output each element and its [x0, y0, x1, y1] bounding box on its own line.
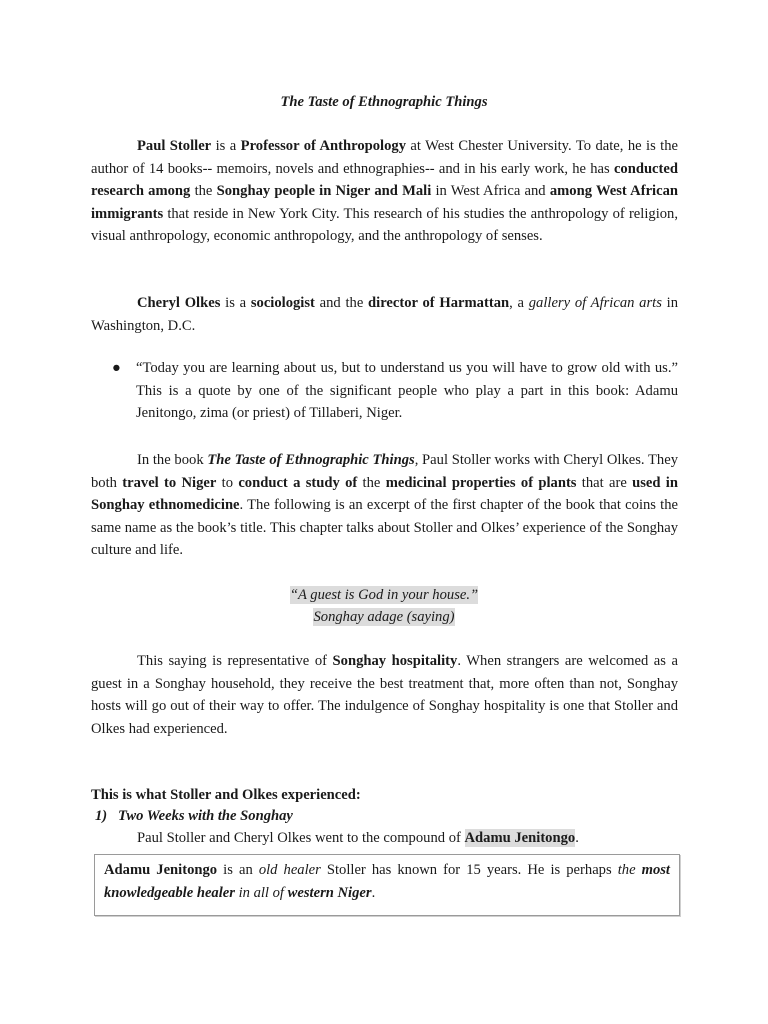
adage-quote: [0, 584, 768, 607]
text-italic: gallery of African arts: [528, 295, 662, 311]
document-title: The Taste of Ethnographic Things: [280, 94, 488, 110]
text-bold: Paul Stoller: [137, 138, 212, 154]
text: is a: [211, 138, 241, 154]
paragraph-olkes-bio: [91, 292, 678, 337]
text-bold: travel to Niger: [122, 474, 217, 491]
text: at West Chester University. To date, he is the author of 14 books-- memoirs, novels and ethnographies-- and in his early work, he has: [91, 138, 679, 177]
text: This saying is representative of: [137, 653, 333, 669]
text-bold: Cheryl Olkes: [137, 295, 221, 311]
compound-visit-line: [137, 827, 579, 850]
text: and the: [314, 295, 369, 311]
text-bold-italic: western Niger: [287, 884, 372, 901]
text-italic: the: [617, 862, 642, 878]
callout-text: [104, 859, 670, 904]
text: that are: [576, 474, 633, 491]
text: . When strangers are welcomed as a guest in a Songhay household, they receive the best treatment that, more often than not, Songhay hosts will go out of their way to offer. The indulgence of Songhay hospitality is one that Stoller and Olkes had experienced.: [91, 653, 678, 737]
text-italic: in all of: [234, 884, 288, 901]
text: is an: [217, 862, 259, 878]
text: .: [371, 884, 376, 901]
text: In the book: [137, 452, 208, 468]
text: Paul Stoller and Cheryl Olkes went to the compound of: [137, 830, 465, 846]
text: is a: [220, 295, 251, 311]
text-bold: director of Harmattan: [368, 295, 510, 311]
paragraph-stoller-bio: [91, 135, 678, 248]
text: , a: [509, 295, 529, 311]
text: in Washington, D.C.: [91, 295, 678, 334]
text-bold: conducted research among: [91, 160, 678, 199]
paragraph-hospitality: [91, 650, 678, 740]
text-bold: sociologist: [250, 295, 315, 311]
bullet-dot-icon: ●: [112, 360, 121, 376]
text-bold-italic: most knowledgeable healer: [104, 862, 670, 901]
text-bold: used in Songhay ethnomedicine: [91, 474, 678, 513]
text: the: [357, 474, 386, 491]
text-bold-highlight: Adamu Jenitongo: [464, 830, 576, 846]
subheading-two-weeks: [95, 805, 293, 828]
adage-quote-text: “A guest is God in your house.”: [289, 587, 479, 603]
text: . The following is an excerpt of the first chapter of the book that coins the same name as the book’s title. This chapter talks about Stoller and Olkes’ experience of the Songhay culture and life.: [91, 497, 679, 558]
text: to: [216, 474, 239, 491]
adage-attribution-text: Songhay adage (saying): [313, 609, 455, 625]
adage-attribution: [0, 606, 768, 629]
text-bold: medicinal properties of plants: [385, 474, 577, 491]
text-bold: conduct a study of: [238, 474, 358, 491]
text-bold: Professor of Anthropology: [240, 138, 406, 154]
text-bold: Adamu Jenitongo: [104, 862, 218, 878]
text-italic: old healer: [258, 862, 321, 878]
text: in West Africa and: [431, 183, 550, 199]
text-bold: Songhay people in Niger and Mali: [216, 183, 432, 199]
subheading-text: Two Weeks with the Songhay: [118, 808, 293, 824]
paragraph-book-intro: [91, 449, 678, 562]
text: that reside in New York City. This research of his studies the anthropology of religion, visual anthropology, economic anthropology, and the anthropology of senses.: [91, 205, 678, 244]
text: , Paul Stoller works with Cheryl Olkes. They both: [91, 452, 678, 491]
callout-box-adamu: [94, 854, 680, 916]
text: Stoller has known for 15 years. He is perhaps: [320, 862, 618, 878]
text-bold: among West African immigrants: [91, 183, 678, 222]
text: .: [575, 830, 579, 846]
bullet-text: “Today you are learning about us, but to understand us you will have to grow old with us.” This is a quote by one of the significant people who play a part in this book: Adamu Jenitongo, zima (or priest) of Tillaberi, Niger.: [136, 360, 678, 421]
text-bold: Songhay hospitality: [332, 653, 458, 669]
bullet-item-quote: [112, 357, 678, 425]
text-bold-italic: The Taste of Ethnographic Things: [207, 452, 415, 468]
text: the: [190, 183, 217, 199]
section-heading: This is what Stoller and Olkes experienced:: [91, 787, 361, 803]
list-number: 1): [95, 808, 108, 824]
